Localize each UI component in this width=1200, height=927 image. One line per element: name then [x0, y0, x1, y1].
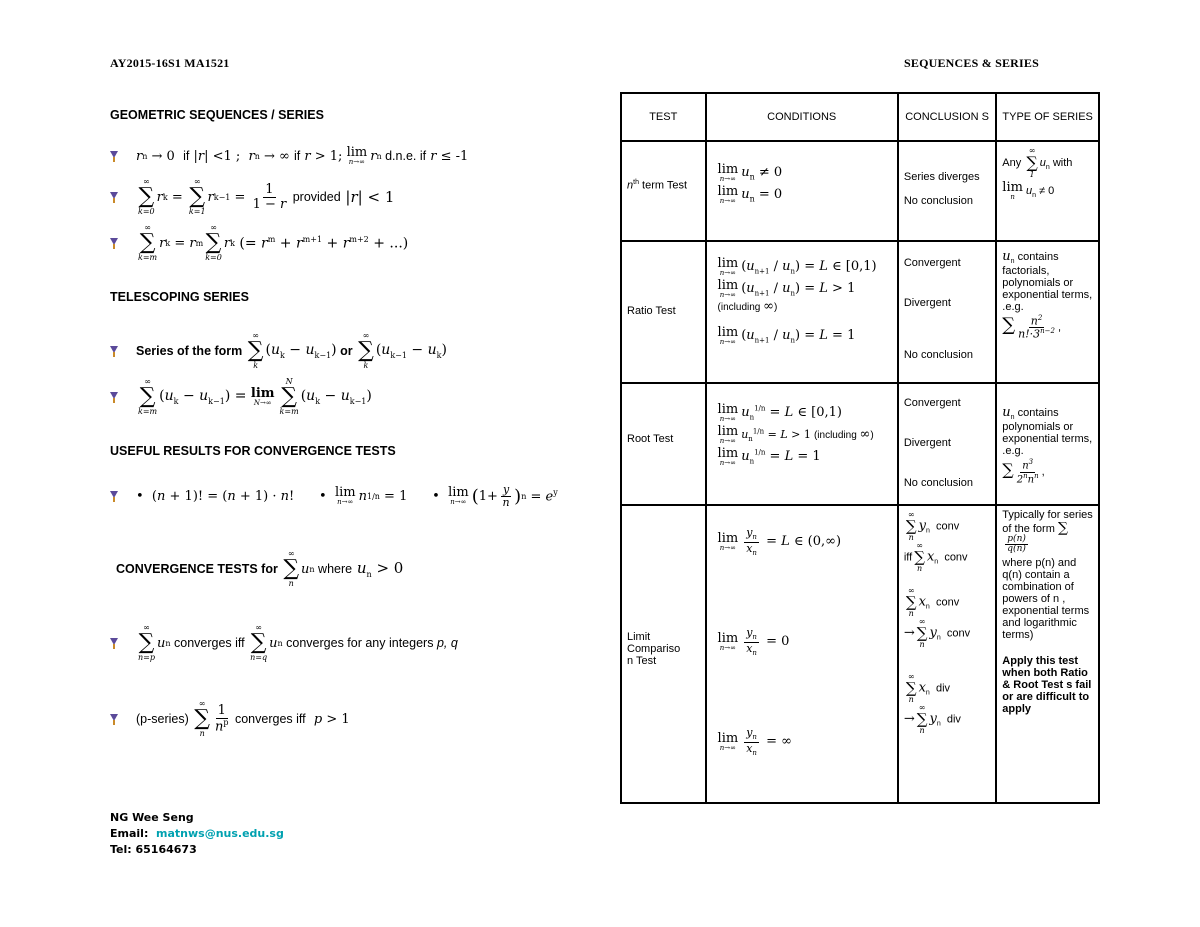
footer-name: NG Wee Seng	[110, 811, 194, 824]
table-row-limit	[621, 505, 1099, 803]
header-left: AY2015-16S1 MA1521	[110, 56, 230, 70]
footer-tel: Tel: 65164673	[110, 843, 197, 856]
limit-name: Limit Compariso n Test	[621, 505, 706, 803]
bullet-icon	[110, 192, 120, 203]
bullet-icon	[110, 346, 120, 357]
ratio-conditions: lim n→∞ $(u_{n+1} / u_n) = L$ ∈ [0,1) lim n→∞ $(u_{n+1} / u_n) = L > 1$ (including ∞) lim n→∞ $(u_{n+1} / u_n) = L = 1$	[706, 241, 898, 383]
for-any-text: converges for any integers	[286, 636, 434, 650]
table-row-ratio	[621, 241, 1099, 383]
nth-name: $n^{th}$ term Test	[621, 141, 706, 241]
dne-text: d.n.e. if	[385, 149, 427, 163]
section-telescoping: TELESCOPING SERIES	[110, 290, 249, 304]
header-type: TYPE OF SERIES	[996, 93, 1099, 141]
table-header-row	[621, 93, 1099, 141]
convergence-title-row: CONVERGENCE TESTS for ∞ ∑ n u n where $u_n > 0$	[116, 549, 404, 588]
bullet-icon	[110, 392, 120, 403]
if-text: if	[294, 149, 301, 163]
limit-conclusions: ∞ ∑ n $y_n$ conv iff ∞ ∑ n $x_n$ conv ∞ ∑ n $x_n$ conv → ∞ ∑ n $y_n$ conv ∞ ∑ n $x_n$ div → ∞ ∑ n $y_n$ div	[898, 505, 996, 803]
pseries-text: (p-series)	[136, 712, 189, 726]
footer-email[interactable]: matnws@nus.edu.sg	[156, 827, 284, 840]
if-text: if	[183, 149, 190, 163]
bullet-icon	[110, 151, 120, 162]
footer-email-label: Email:	[110, 827, 149, 840]
header-test: TEST	[621, 93, 706, 141]
conv-row-1: ∞ ∑ n=p u n converges iff ∞ ∑ n=q u n converges for any integers p, q	[110, 624, 458, 662]
section-convergence: CONVERGENCE TESTS for	[116, 562, 278, 576]
table-row-nth	[621, 141, 1099, 241]
root-conclusions: Convergent Divergent No conclusion	[898, 383, 996, 505]
provided-text: provided	[292, 190, 341, 204]
bullet-icon	[110, 714, 120, 725]
root-conditions: lim n→∞ $u_n^{1/n} = L$ ∈ [0,1) lim n→∞ $u_n^{1/n} = L > 1$ (including ∞) lim n→∞ $u_n^{1/n} = L = 1$	[706, 383, 898, 505]
converges-iff2-text: converges iff	[234, 712, 306, 726]
or-text: or	[340, 344, 353, 358]
section-geometric: GEOMETRIC SEQUENCES / SERIES	[110, 108, 324, 122]
header-conditions: CONDITIONS	[706, 93, 898, 141]
converges-iff-text: converges iff	[174, 636, 245, 650]
tele-row-1: Series of the form ∞ ∑ k $(u_k - u_{k-1})$ or ∞ ∑ k $(u_{k-1} - u_k)$	[110, 332, 447, 370]
header-conclusions: CONCLUSION S	[898, 93, 996, 141]
nth-conditions: lim n→∞ $u_n \ne 0$ lim n→∞ $u_n = 0$	[706, 141, 898, 241]
geo-row-2: ∞ ∑ k=0 r k = ∞ ∑ k=1 r k−1 = $\frac{1}{1 - r}$ provided |r| < 1	[110, 178, 394, 216]
tele-row-2: ∞ ∑ k=m $(u_k - u_{k-1})$ = lim N→∞ N ∑ k=m $(u_k - u_{k-1})$	[110, 378, 372, 416]
limit-type: Typically for series of the form ∑ $\frac{p(n)}{q(n)}$ where p(n) and q(n) contain a combination of powers of n , exponential terms and logarithmic terms) Apply this test when both Ratio & Root Test s fail or are difficult to apply	[996, 505, 1099, 803]
useful-row: • (n + 1)! = (n + 1) · n! • lim n→∞ n 1/n = 1 • lim n→∞ ( 1+ $\frac{y}{n}$ ) n = $e^y$	[110, 484, 558, 508]
geo-row-3: ∞ ∑ k=m r k = r m ∞ ∑ k=0 r k (= $r^m + r^{m+1} + r^{m+2}$ + ...)	[110, 224, 408, 262]
ratio-conclusions: Convergent Divergent No conclusion	[898, 241, 996, 383]
limit-conditions: lim n→∞ $\frac{y_n}{x_n}$ = L ∈ (0,∞) lim n→∞ $\frac{y_n}{x_n}$ = 0 lim n→∞ $\frac{y_n}{x_n}$ = ∞	[706, 505, 898, 803]
conv-row-2: (p-series) ∞ ∑ n $\frac{1}{n^p}$ converges iff p > 1	[110, 700, 350, 738]
bullet-icon	[110, 638, 120, 649]
ratio-type: $u_n$ contains factorials, polynomials or exponential terms, .e.g. ∑ $\frac{n^2}{n!\cdot 3^{n-2}}$ ,	[996, 241, 1099, 383]
footer	[110, 810, 284, 858]
nth-conclusions: Series diverges No conclusion	[898, 141, 996, 241]
where-text: where	[318, 562, 353, 576]
root-name: Root Test	[621, 383, 706, 505]
bullet-icon	[110, 491, 120, 502]
header-right: SEQUENCES & SERIES	[904, 56, 1039, 70]
pq-text: p, q	[436, 636, 458, 650]
series-of-form-text: Series of the form	[136, 344, 243, 358]
nth-type: Any ∞ ∑ 1 $u_n$ with lim n $u_n \ne 0$	[996, 141, 1099, 241]
bullet-icon	[110, 238, 120, 249]
ratio-name: Ratio Test	[621, 241, 706, 383]
table-row-root	[621, 383, 1099, 505]
convergence-tests-table	[620, 92, 1100, 804]
root-type: $u_n$ contains polynomials or exponential terms, .e.g. ∑ $\frac{n^3}{2^nn^n}$ ,	[996, 383, 1099, 505]
section-useful: USEFUL RESULTS FOR CONVERGENCE TESTS	[110, 444, 396, 458]
geo-row-1: r n → 0 if |r| <1 ; r n → ∞ if r > 1; lim n→∞ r n d.n.e. if r ≤ -1	[110, 146, 468, 166]
